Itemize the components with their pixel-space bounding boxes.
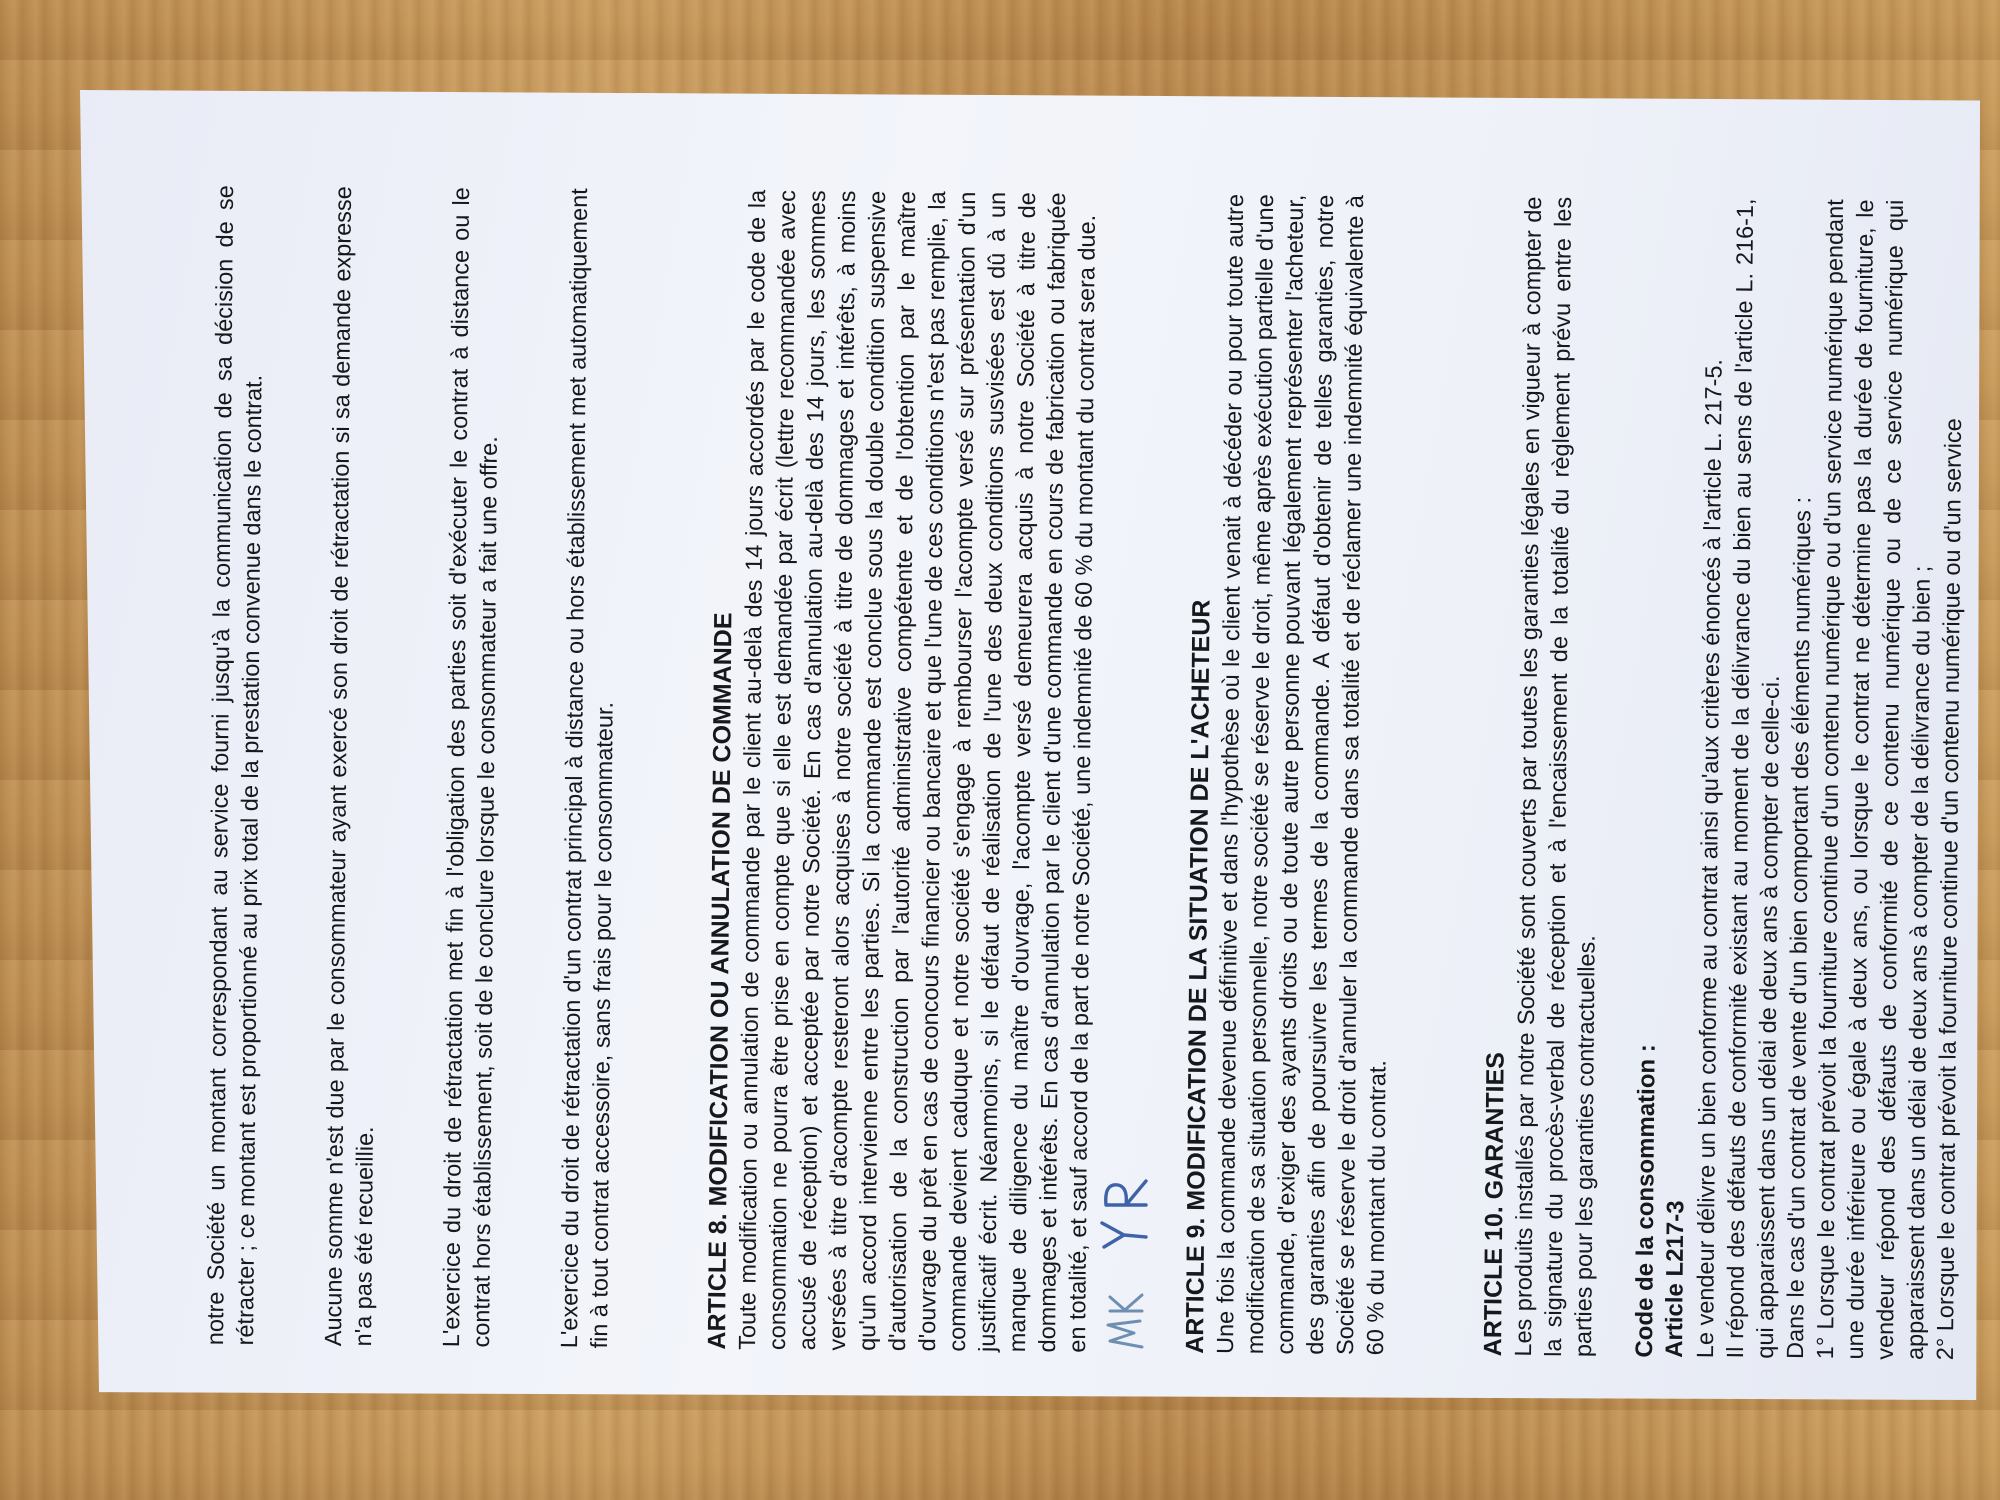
code-line-1: Le vendeur délivre un bien conforme au contrat ainsi qu'aux critères énoncés à l'article L. 217-5.: [1691, 358, 1727, 1359]
paragraph-exercice-1: L'exercice du droit de rétractation met fin à l'obligation des parties soit d'exécuter le contrat à distance ou le contrat hors établissement, soit de le conclure lorsque le consommateur a fait une offre.: [437, 187, 502, 1348]
code-line-3: Dans le cas d'un contrat de vente d'un bien comportant des éléments numériques :: [1781, 496, 1816, 1360]
article-9-heading: ARTICLE 9. MODIFICATION DE LA SITUATION DE L'ACHETEUR: [1180, 599, 1216, 1354]
article-10-heading: ARTICLE 10. GARANTIES: [1478, 1051, 1510, 1357]
paragraph-aucune-somme: Aucune somme n'est due par le consommateur ayant exercé son droit de rétractation si sa demande expresse n'a pas été recueillie.: [319, 186, 378, 1347]
code-line-4: 1° Lorsque le contrat prévoit la fourniture continue d'un contenu numérique ou d'un service numérique pendant une durée inférieure ou égale à deux ans, ou lorsque le contrat ne détermine pas la durée de fourniture, le vendeur répond des défauts de conformité de ce contenu numérique ou de ce service numérique qui apparaissent dans un délai de deux ans à compter de la délivrance du bien ;: [1811, 199, 1935, 1361]
article-9-body: Une fois la commande devenue définitive et dans l'hypothèse où le client venait à décéder ou pour toute autre modification de sa situation personnelle, notre société se réserve le droit, même après exécution partielle d'une commande, d'exiger des ayants droits ou de toute autre personne pouvant légalement représenter l'acheteur, des garanties afin de poursuivre les termes de la commande. A défaut d'obtenir de telles garanties, notre Société se réserve le droit d'annuler la commande dans sa totalité et de réclamer une indemnité équivalente à 60 % du montant du contrat.: [1211, 193, 1391, 1356]
code-article-heading: Article L217-3: [1660, 1200, 1690, 1358]
article-10-body: Les produits installés par notre Société sont couverts par toutes les garanties légales en vigueur à compter de la signature du procès-verbal de réception et à l'encaissement de la totalité du règlement prévu entre les parties pour les garanties contractuelles.: [1509, 196, 1600, 1358]
code-consommation-heading: Code de la consommation :: [1630, 1044, 1661, 1358]
code-line-5-cut: 2° Lorsque le contrat prévoit la fourniture continue d'un contenu numérique ou d'un service: [1931, 418, 1967, 1361]
paragraph-exercice-2: L'exercice du droit de rétractation d'un contrat principal à distance ou hors établissement met automatiquement fin à tout contrat accessoire, sans frais pour le consommateur.: [555, 188, 618, 1349]
article-8-body: Toute modification ou annulation de commande par le client au-delà des 14 jours accordés par le code de la consommation ne pourra être prise en compte que si elle est demandée par écrit (lettre recommandée avec accusé de réception) et acceptée par notre Société. En cas d'annulation au-delà des 14 jours, les sommes versées à titre d'acompte resteront alors acquises à notre société à titre de dommages et intérêts, à moins qu'un accord intervienne entre les parties. Si la commande est conclue sous la double condition suspensive d'autorisation de la construction par l'autorité administrative compétente et de l'obtention par le maître d'ouvrage du prêt en cas de concours financier ou bancaire et que l'une de ces conditions n'est pas remplie, la commande devient caduque et notre société s'engage à rembourser l'acompte versé sur présentation d'un justificatif écrit. Néanmoins, si le défaut de réalisation de l'une des deux conditions susvisées est dû à un manque de diligence du maître d'ouvrage, l'acompte versé demeurera acquis à notre Société à titre de dommages et intérêts. En cas d'annulation par le client d'une commande en cours de fabrication ou fabriquée en totalité, et sauf accord de la part de notre Société, une indemnité de 60 % du montant du contrat sera due.: [733, 189, 1100, 1353]
document-text: [200, 185, 1967, 1361]
handwritten-initials: [1080, 1125, 1160, 1355]
initials-signature-icon: [1080, 1125, 1160, 1355]
code-line-2: Il répond des défauts de conformité existant au moment de la délivrance du bien au sens de l'article L. 216-1, qui apparaissent dans un délai de deux ans à compter de celle-ci.: [1721, 198, 1784, 1359]
article-8-heading: ARTICLE 8. MODIFICATION OU ANNULATION DE COMMANDE: [702, 612, 738, 1350]
paragraph-continuation: notre Société un montant correspondant au service fourni jusqu'à la communication de sa décision de se rétracter ; ce montant est proportionné au prix total de la prestation convenue dans le contrat.: [201, 185, 267, 1346]
